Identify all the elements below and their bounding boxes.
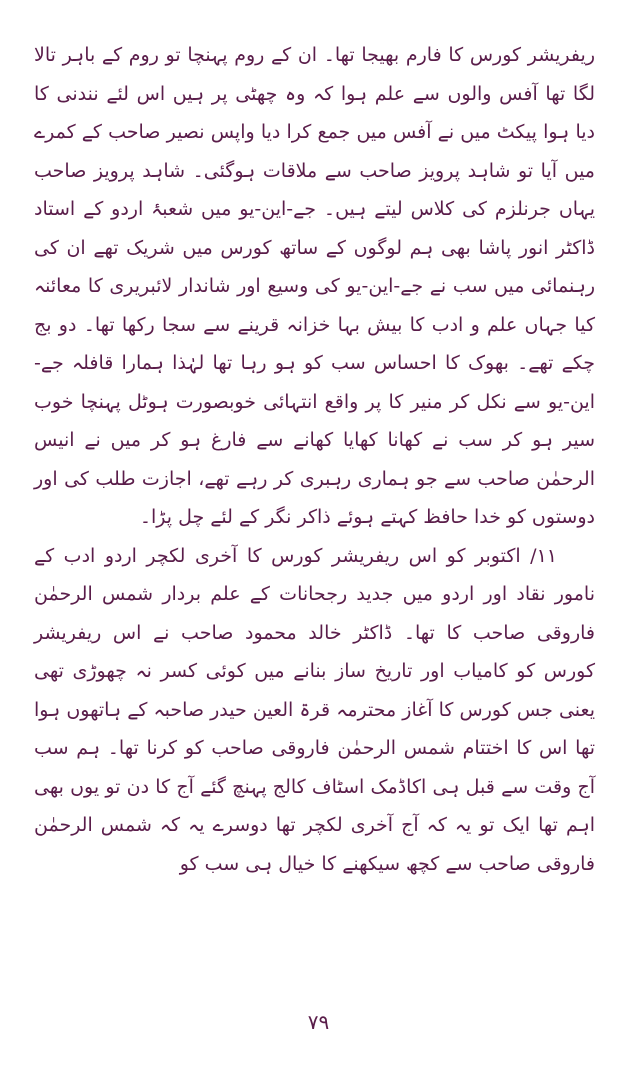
paragraph-1: ریفریشر کورس کا فارم بھیجا تھا۔ ان کے روم پہنچا تو روم کے باہر تالا لگا تھا آفس والوں سے علم ہوا کہ وہ چھٹی پر ہیں اس لئے نندنی کا دیا ہوا پیکٹ میں نے آفس میں جمع کرا دیا واپس نصیر صاحب کے کمرے میں آیا تو شاہد پرویز صاحب سے ملاقات ہوگئی۔ شاہد پرویز صاحب یہاں جرنلزم کی کلاس لیتے ہیں۔ جے-این-یو میں شعبۂ اردو کے استاد ڈاکٹر انور پاشا بھی ہم لوگوں کے ساتھ کورس میں شریک تھے ان کی رہنمائی میں سب نے جے-این-یو کی وسیع اور شاندار لائبریری کا معائنہ کیا جہاں علم و ادب کا بیش بہا خزانہ قرینے سے سجا رکھا تھا۔ دو بج چکے تھے۔ بھوک کا احساس سب کو ہو رہا تھا لہٰذا ہمارا قافلہ جے-این-یو سے نکل کر منیر کا پر واقع انتہائی خوبصورت ہوٹل پہنچا خوب سیر ہو کر سب نے کھانا کھایا کھانے سے فارغ ہو کر میں نے انیس الرحمٰن صاحب سے جو ہماری رہبری کر رہے تھے، اجازت طلب کی اور دوستوں کو خدا حافظ کہتے ہوئے ذاکر نگر کے لئے چل پڑا۔ bbox=[34, 44, 595, 528]
page-number: ۷۹ bbox=[307, 1010, 330, 1034]
page-body bbox=[34, 36, 595, 883]
paragraph-2: ۱۱/ اکتوبر کو اس ریفریشر کورس کا آخری لکچر اردو ادب کے نامور نقاد اور اردو میں جدید رجحانات کے علم بردار شمس الرحمٰن فاروقی صاحب کا تھا۔ ڈاکٹر خالد محمود صاحب نے اس ریفریشر کورس کو کامیاب اور تاریخ ساز بنانے میں کوئی کسر نہ چھوڑی تھی یعنی جس کورس کا آغاز محترمہ قرۃ العین حیدر صاحبہ کے ہاتھوں ہوا تھا اس کا اختتام شمس الرحمٰن فاروقی صاحب کو کرنا تھا۔ ہم سب آج وقت سے قبل ہی اکاڈمک اسٹاف کالج پہنچ گئے آج کا دن تو یوں بھی اہم تھا ایک تو یہ کہ آج آخری لکچر تھا دوسرے یہ کہ شمس الرحمٰن فاروقی صاحب سے کچھ سیکھنے کا خیال ہی سب کو bbox=[34, 544, 595, 875]
